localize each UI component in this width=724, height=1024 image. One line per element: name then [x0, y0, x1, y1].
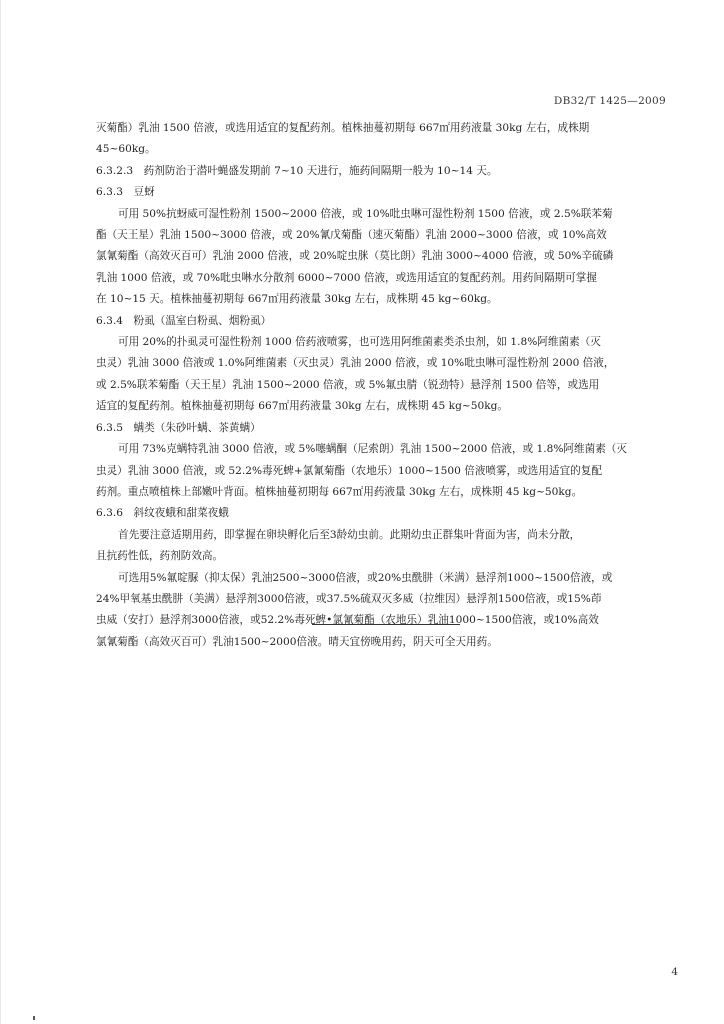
- text-line: 适宜的复配药剂。植株抽蔓初期每 667㎡用药液量 30kg 左右，成株期 45 kg~50kg。: [96, 400, 509, 413]
- section-heading: 6.3.4 粉虱（温室白粉虱、烟粉虱）: [96, 314, 272, 327]
- text-line: 药剂。重点喷植株上部嫩叶背面。植株抽蔓初期每 667㎡用药液量 30kg 左右，成株期 45 kg~50kg。: [96, 485, 583, 498]
- text-line: 可用 20%的扑虱灵可湿性粉剂 1000 倍药液喷雾，也可选用阿维菌素类杀虫剂，如 1.8%阿维菌素（灭: [118, 336, 601, 349]
- text-line: 可用 50%抗蚜威可湿性粉剂 1500~2000 倍液，或 10%吡虫啉可湿性粉剂 1500 倍液，或 2.5%联苯菊: [118, 207, 613, 220]
- text-line: 可用 73%克螨特乳油 3000 倍液，或 5%噻螨酮（尼索朗）乳油 1500~2000 倍液，或 1.8%阿维菌素（灭: [118, 443, 627, 456]
- text-line: 氯氰菊酯（高效灭百可）乳油1500~2000倍液。晴天宜傍晚用药，阴天可全天用药。: [96, 635, 498, 648]
- section-heading: 6.3.2.3 药剂防治于潜叶蝇盛发期前 7~10 天进行，施药间隔期一般为 10~14 天。: [96, 164, 498, 177]
- text-line: 酯（天王星）乳油 1500~3000 倍液，或 20%氰戊菊酯（速灭菊酯）乳油 2000~3000 倍液，或 10%高效: [96, 229, 607, 242]
- section-heading: 6.3.5 螨类（朱砂叶螨、茶黄螨）: [96, 421, 261, 434]
- text-line: 45~60kg。: [96, 143, 156, 156]
- text-line: 且抗药性低，药剂防效高。: [96, 550, 224, 563]
- end-rule: [312, 624, 460, 625]
- section-heading: 6.3.6 斜纹夜蛾和甜菜夜蛾: [96, 507, 229, 520]
- standard-code: DB32/T 1425—2009: [553, 95, 666, 107]
- text-line: 可选用5%氟啶脲（抑太保）乳油2500~3000倍液，或20%虫酰肼（米满）悬浮剂1000~1500倍液，或: [118, 571, 613, 584]
- scan-edge: [0, 0, 1, 1024]
- text-line: 首先要注意适期用药，即掌握在卵块孵化后至3龄幼虫前。此期幼虫正群集叶背面为害，尚未分散，: [118, 528, 581, 541]
- text-line: 24%甲氧基虫酰肼（美满）悬浮剂3000倍液，或37.5%硫双灭多威（拉维因）悬浮剂1500倍液，或15%茚: [96, 592, 602, 605]
- text-line: 在 10~15 天。植株抽蔓初期每 667㎡用药液量 30kg 左右，成株期 45 kg~60kg。: [96, 293, 498, 306]
- text-line: 虫灵）乳油 3000 倍液，或 52.2%毒死蜱+氯氰菊酯（农地乐）1000~1500 倍液喷雾，或选用适宜的复配: [96, 464, 602, 477]
- text-line: 乳油 1000 倍液，或 70%吡虫啉水分散剂 6000~7000 倍液，或选用适宜的复配药剂。用药间隔期可掌握: [96, 271, 597, 284]
- scan-mark: [33, 1016, 35, 1020]
- body-text: [96, 118, 676, 653]
- text-line: 氯氰菊酯（高效灭百可）乳油 2000 倍液，或 20%啶虫脒（莫比朗）乳油 3000~4000 倍液，或 50%辛硫磷: [96, 250, 614, 263]
- text-line: 灭菊酯）乳油 1500 倍液，或选用适宜的复配药剂。植株抽蔓初期每 667㎡用药液量 30kg 左右，成株期: [96, 122, 590, 134]
- section-heading: 6.3.3 豆蚜: [96, 186, 155, 199]
- text-line: 虫威（安打）悬浮剂3000倍液，或52.2%毒死蜱•氯氰菊酯（农地乐）乳油1000~1500倍液，或10%高效: [96, 614, 599, 627]
- text-line: 或 2.5%联苯菊酯（天王星）乳油 1500~2000 倍液，或 5%氟虫腈（锐劲特）悬浮剂 1500 倍等，或选用: [96, 378, 600, 391]
- page-number: 4: [671, 966, 678, 978]
- text-line: 虫灵）乳油 3000 倍液或 1.0%阿维菌素（灭虫灵）乳油 2000 倍液，或 10%吡虫啉可湿性粉剂 2000 倍液，: [96, 357, 615, 370]
